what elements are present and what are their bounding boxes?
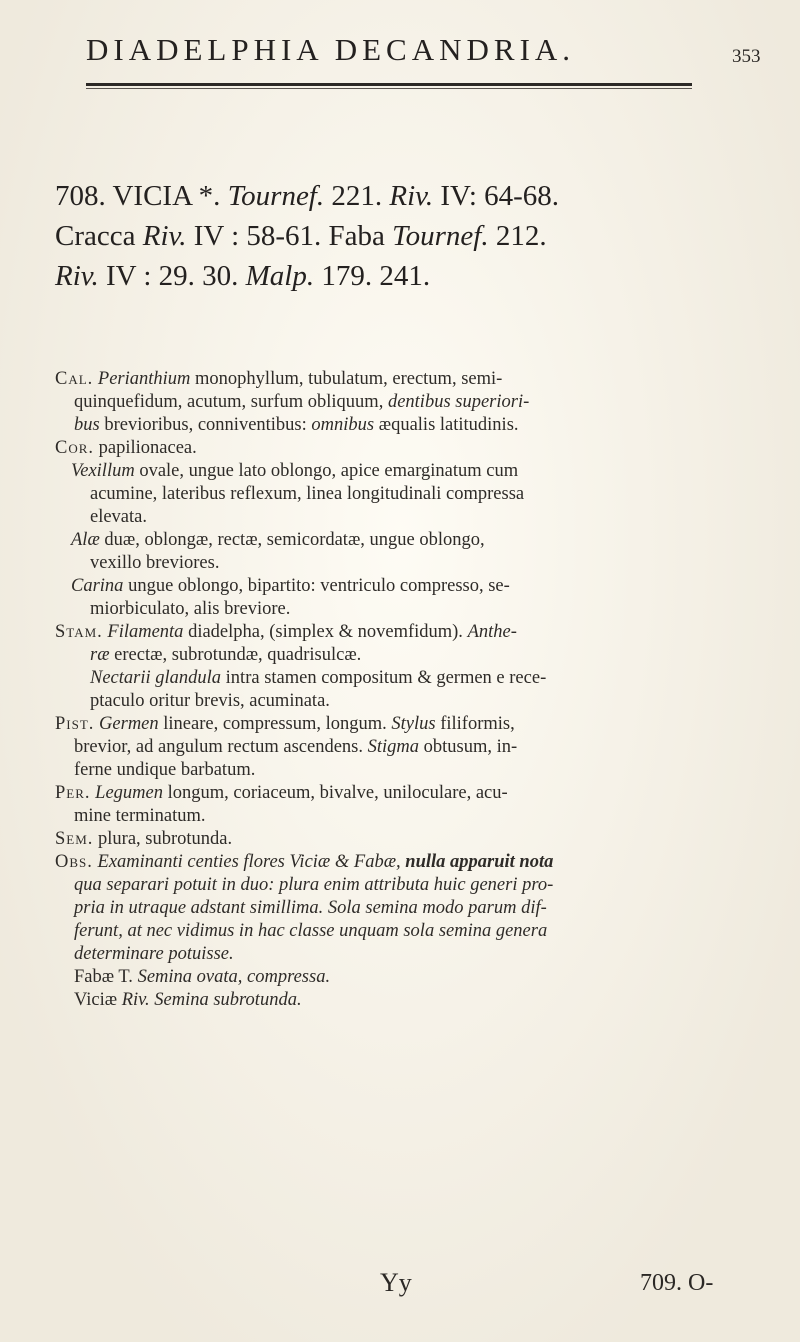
reference-author: Tournef.	[392, 220, 489, 252]
corolla-text: miorbiculato, alis breviore.	[90, 599, 291, 619]
pistillum-text: lineare, compressum, longum.	[158, 714, 392, 734]
genus-name: VICIA *.	[112, 180, 221, 212]
observatio-section	[55, 851, 755, 1012]
pistillum-text: ferne undique barbatum.	[74, 760, 256, 780]
header-rule-thin	[86, 88, 692, 89]
observatio-text: determinare potuisse.	[74, 944, 234, 964]
stamina-text: erectæ, subrotundæ, quadrisulcæ.	[109, 645, 362, 665]
calyx-section	[55, 368, 755, 437]
observatio-text: pria in utraque adstant simillima. Sola semina modo parum dif-	[74, 898, 547, 918]
reference-author: Malp.	[245, 260, 315, 292]
reference-author: Riv.	[389, 180, 434, 212]
term-antherae: Anthe-	[467, 622, 517, 642]
term-alae: Alæ	[71, 530, 100, 550]
signature-mark: Yy	[380, 1268, 412, 1297]
fabae-label: Fabæ	[74, 967, 115, 987]
calyx-text-italic: omnibus	[311, 415, 375, 435]
catchword: 709. O-	[640, 1270, 714, 1296]
semina-text: plura, subrotunda.	[93, 829, 233, 849]
genus-description	[55, 368, 755, 1012]
section-label-sem: Sem.	[55, 829, 94, 849]
heading-line-3	[55, 256, 775, 296]
viciae-reference: Riv.	[117, 990, 155, 1010]
term-stigma: Stigma	[367, 737, 420, 757]
stamina-text: diadelpha, (simplex & novemfidum).	[183, 622, 468, 642]
genus-number: 708.	[55, 180, 106, 212]
pericarpium-text: mine terminatum.	[74, 806, 206, 826]
calyx-text: æqualis latitudinis.	[374, 415, 519, 435]
running-head	[0, 30, 800, 70]
term-perianthium: Perianthium	[97, 369, 191, 389]
observatio-text: nulla apparuit nota	[405, 852, 554, 872]
synonym-genus: Cracca	[55, 220, 136, 252]
reference-page: IV: 64-68.	[440, 180, 560, 212]
reference-page: 212.	[495, 220, 547, 252]
calyx-text: brevioribus, conniventibus:	[99, 415, 312, 435]
reference-page: IV : 29. 30.	[106, 260, 239, 292]
corolla-text: vexillo breviores.	[90, 553, 220, 573]
corolla-text: ovale, ungue lato oblongo, apice emarginatum cum	[134, 461, 519, 481]
term-carina: Carina	[71, 576, 124, 596]
reference-author: Riv.	[142, 220, 187, 252]
stamina-text: ptaculo oritur brevis, acuminata.	[90, 691, 330, 711]
viciae-semina: Semina subrotunda.	[154, 990, 302, 1010]
reference-page: 221.	[331, 180, 383, 212]
section-label-cal: Cal.	[55, 369, 94, 389]
section-label-obs: Obs.	[55, 852, 93, 872]
heading-line-1	[55, 176, 775, 216]
term-germen: Germen	[99, 714, 159, 734]
term-filamenta: Filamenta	[107, 622, 184, 642]
fabae-semina: Semina ovata, compressa.	[137, 967, 331, 987]
term-vexillum: Vexillum	[71, 461, 135, 481]
pistillum-section	[55, 713, 755, 782]
corolla-section	[55, 437, 755, 621]
corolla-text: acumine, lateribus reflexum, linea longitudinali compressa	[90, 484, 525, 504]
pericarpium-section	[55, 782, 755, 828]
corolla-text: elevata.	[90, 507, 147, 527]
corolla-text: duæ, oblongæ, rectæ, semicordatæ, ungue oblongo,	[99, 530, 485, 550]
section-label-pist: Pist.	[55, 714, 95, 734]
observatio-text: ferunt, at nec vidimus in hac classe unquam sola semina genera	[74, 921, 548, 941]
section-label-per: Per.	[55, 783, 91, 803]
section-label-cor: Cor.	[55, 438, 95, 458]
reference-page: IV : 58-61.	[193, 220, 322, 252]
calyx-text-italic: dentibus superiori-	[387, 392, 530, 412]
term-legumen: Legumen	[95, 783, 163, 803]
stamina-section	[55, 621, 755, 713]
observatio-text: Examinanti centies flores Viciæ & Fabæ,	[97, 852, 406, 872]
corolla-text: papilionacea.	[94, 438, 197, 458]
stamina-text: intra stamen compositum & germen e rece-	[221, 668, 547, 688]
term-antherae: ræ	[90, 645, 110, 665]
reference-author: Riv.	[55, 260, 99, 292]
heading-line-2	[55, 216, 775, 256]
term-stylus: Stylus	[391, 714, 436, 734]
semina-section	[55, 828, 755, 851]
synonym-genus: Faba	[328, 220, 385, 252]
pistillum-text: obtusum, in-	[419, 737, 518, 757]
reference-page: 179. 241.	[321, 260, 431, 292]
viciae-label: Viciæ	[74, 990, 118, 1010]
pistillum-text: filiformis,	[435, 714, 515, 734]
page-footer	[0, 1268, 800, 1308]
calyx-text-italic: bus	[74, 415, 100, 435]
corolla-text: ungue oblongo, bipartito: ventriculo compresso, se-	[123, 576, 510, 596]
genus-heading	[55, 176, 775, 296]
page-number: 353	[732, 46, 761, 67]
section-label-stam: Stam.	[55, 622, 103, 642]
pistillum-text: brevior, ad angulum rectum ascendens.	[74, 737, 368, 757]
fabae-reference: T.	[114, 967, 138, 987]
pericarpium-text: longum, coriaceum, bivalve, uniloculare, acu-	[162, 783, 508, 803]
calyx-text: monophyllum, tubulatum, erectum, semi-	[190, 369, 503, 389]
calyx-text: quinquefidum, acutum, surfum obliquum,	[74, 392, 388, 412]
running-title: DIADELPHIA DECANDRIA.	[86, 32, 576, 67]
header-rule-thick	[86, 83, 692, 86]
observatio-text: qua separari potuit in duo: plura enim attributa huic generi pro-	[74, 875, 554, 895]
reference-author: Tournef.	[227, 180, 325, 212]
term-nectarii-glandula: Nectarii glandula	[90, 668, 222, 688]
